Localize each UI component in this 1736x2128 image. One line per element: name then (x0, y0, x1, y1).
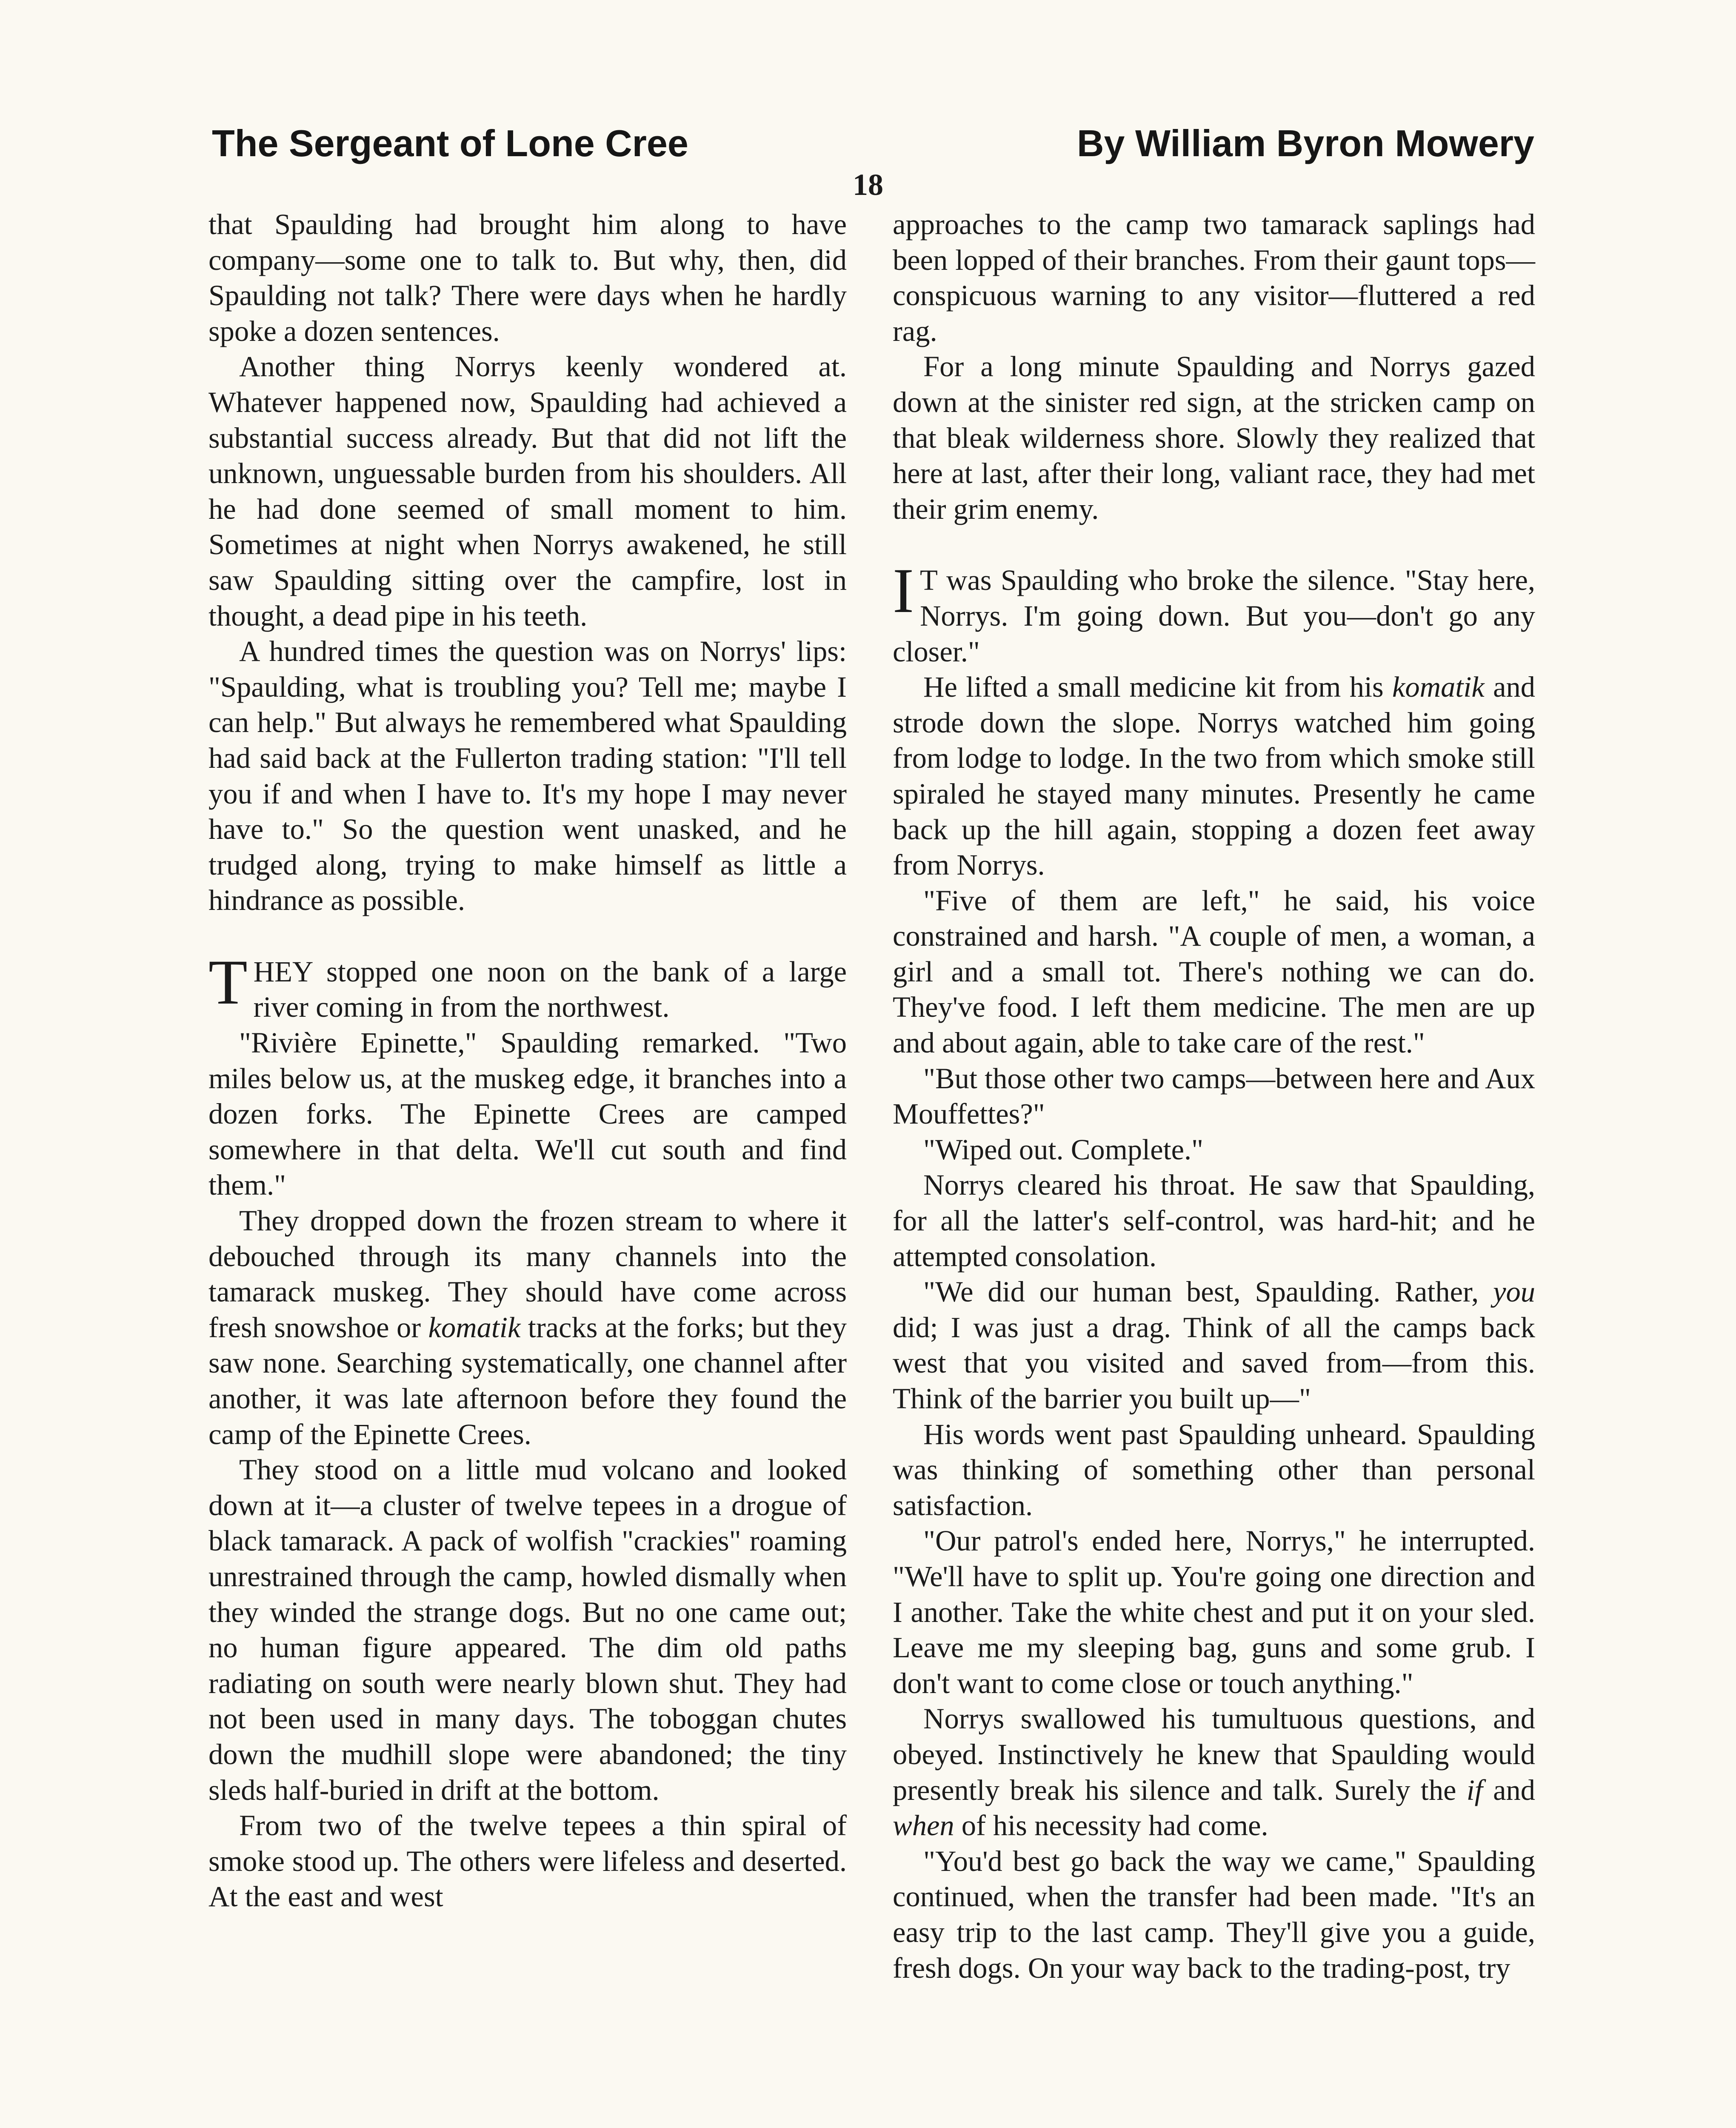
author-byline: By William Byron Mowery (1077, 122, 1534, 164)
paragraph: "Our patrol's ended here, Norrys," he interrupted. "We'll have to split up. You're going one direction and I another. Take the white chest and put it on your sled. Leave me my sleeping bag, guns and some grub. I don't want to come close or touch anything." (893, 1524, 1535, 1699)
right-column (893, 207, 1535, 1986)
paragraph: A hundred times the question was on Norrys' lips: "Spaulding, what is troubling you? Tell me; maybe I can help." But always he remembered what Spaulding had said back at the Fullerton trading station: "I'll tell you if and when I have to. It's my hope I may never have to." So the question went unasked, and he trudged along, trying to make himself as little a hindrance as possible. (208, 635, 847, 917)
page-number: 18 (853, 168, 883, 202)
paragraph: "But those other two camps—between here and Aux Mouffettes?" (893, 1062, 1535, 1130)
paragraph: He lifted a small medicine kit from his komatik and strode down the slope. Norrys watched him going from lodge to lodge. In the two from which smoke still spiraled he stayed many minutes. Presently he came back up the hill again, stopping a dozen feet away from Norrys. (893, 671, 1535, 881)
paragraph: Norrys cleared his throat. He saw that Spaulding, for all the latter's self-control, was hard-hit; and he attempted consolation. (893, 1169, 1535, 1273)
paragraph: "You'd best go back the way we came," Spaulding continued, when the transfer had been made. "It's an easy trip to the last camp. They'll give you a guide, fresh dogs. On your way back to the trading-post, try (893, 1845, 1535, 1984)
paragraph: "Five of them are left," he said, his voice constrained and harsh. "A couple of men, a woman, a girl and a small tot. There's nothing we can do. They've food. I left them medicine. The men are up and about again, able to take care of the rest." (893, 884, 1535, 1059)
paragraph: They dropped down the frozen stream to where it debouched through its many channels into the tamarack muskeg. They should have come across fresh snowshoe or komatik tracks at the forks; but they saw none. Searching systematically, one channel after another, it was late afternoon before they found the camp of the Epinette Crees. (208, 1204, 847, 1450)
drop-cap: I (893, 555, 914, 626)
story-title: The Sergeant of Lone Cree (212, 122, 688, 164)
page-header (212, 120, 1534, 167)
paragraph: "Rivière Epinette," Spaulding remarked. "Two miles below us, at the muskeg edge, it branches into a dozen forks. The Epinette Crees are camped somewhere in that delta. We'll cut south and find them." (208, 1027, 847, 1201)
paragraph: His words went past Spaulding unheard. Spaulding was thinking of something other than personal satisfaction. (893, 1418, 1535, 1522)
paragraph: They stood on a little mud volcano and looked down at it—a cluster of twelve tepees in a drogue of black tamarack. A pack of wolfish "crackies" roaming unrestrained through the camp, howled dismally when they winded the strange dogs. But no one came out; no human figure appeared. The dim old paths radiating on south were nearly blown shut. They had not been used in many days. The toboggan chutes down the mudhill slope were abandoned; the tiny sleds half-buried in drift at the bottom. (208, 1453, 847, 1806)
paragraph: "We did our human best, Spaulding. Rather, you did; I was just a drag. Think of all the camps back west that you visited and saved from—from this. Think of the barrier you built up—" (893, 1276, 1535, 1415)
paragraph: approaches to the camp two tamarack saplings had been lopped of their branches. From their gaunt tops—conspicuous warning to any visitor—fluttered a red rag. (893, 208, 1535, 347)
paragraph: Norrys swallowed his tumultuous questions, and obeyed. Instinctively he knew that Spaulding would presently break his silence and talk. Surely the if and when of his necessity had come. (893, 1702, 1535, 1842)
paragraph: that Spaulding had brought him along to have company—some one to talk to. But why, then, did Spaulding not talk? There were days when he hardly spoke a dozen sentences. (208, 208, 847, 347)
drop-cap: T (208, 947, 248, 1018)
left-column (208, 207, 847, 1915)
paragraph: Another thing Norrys keenly wondered at. Whatever happened now, Spaulding had achieved a substantial success already. But that did not lift the unknown, unguessable burden from his shoulders. All he had done seemed of small moment to him. Sometimes at night when Norrys awakened, he still saw Spaulding sitting over the campfire, lost in thought, a dead pipe in his teeth. (208, 350, 847, 632)
paragraph: For a long minute Spaulding and Norrys gazed down at the sinister red sign, at the stricken camp on that bleak wilderness shore. Slowly they realized that here at last, after their long, valiant race, they had met their grim enemy. (893, 350, 1535, 525)
section-start-paragraph: I T was Spaulding who broke the silence. "Stay here, Norrys. I'm going down. But you—don't go any closer." (893, 555, 1535, 668)
section-start-paragraph: THEY stopped one noon on the bank of a large river coming in from the northwest. (208, 947, 847, 1024)
paragraph: From two of the twelve tepees a thin spiral of smoke stood up. The others were lifeless and deserted. At the east and west (208, 1809, 847, 1913)
paragraph: "Wiped out. Complete." (923, 1133, 1204, 1166)
